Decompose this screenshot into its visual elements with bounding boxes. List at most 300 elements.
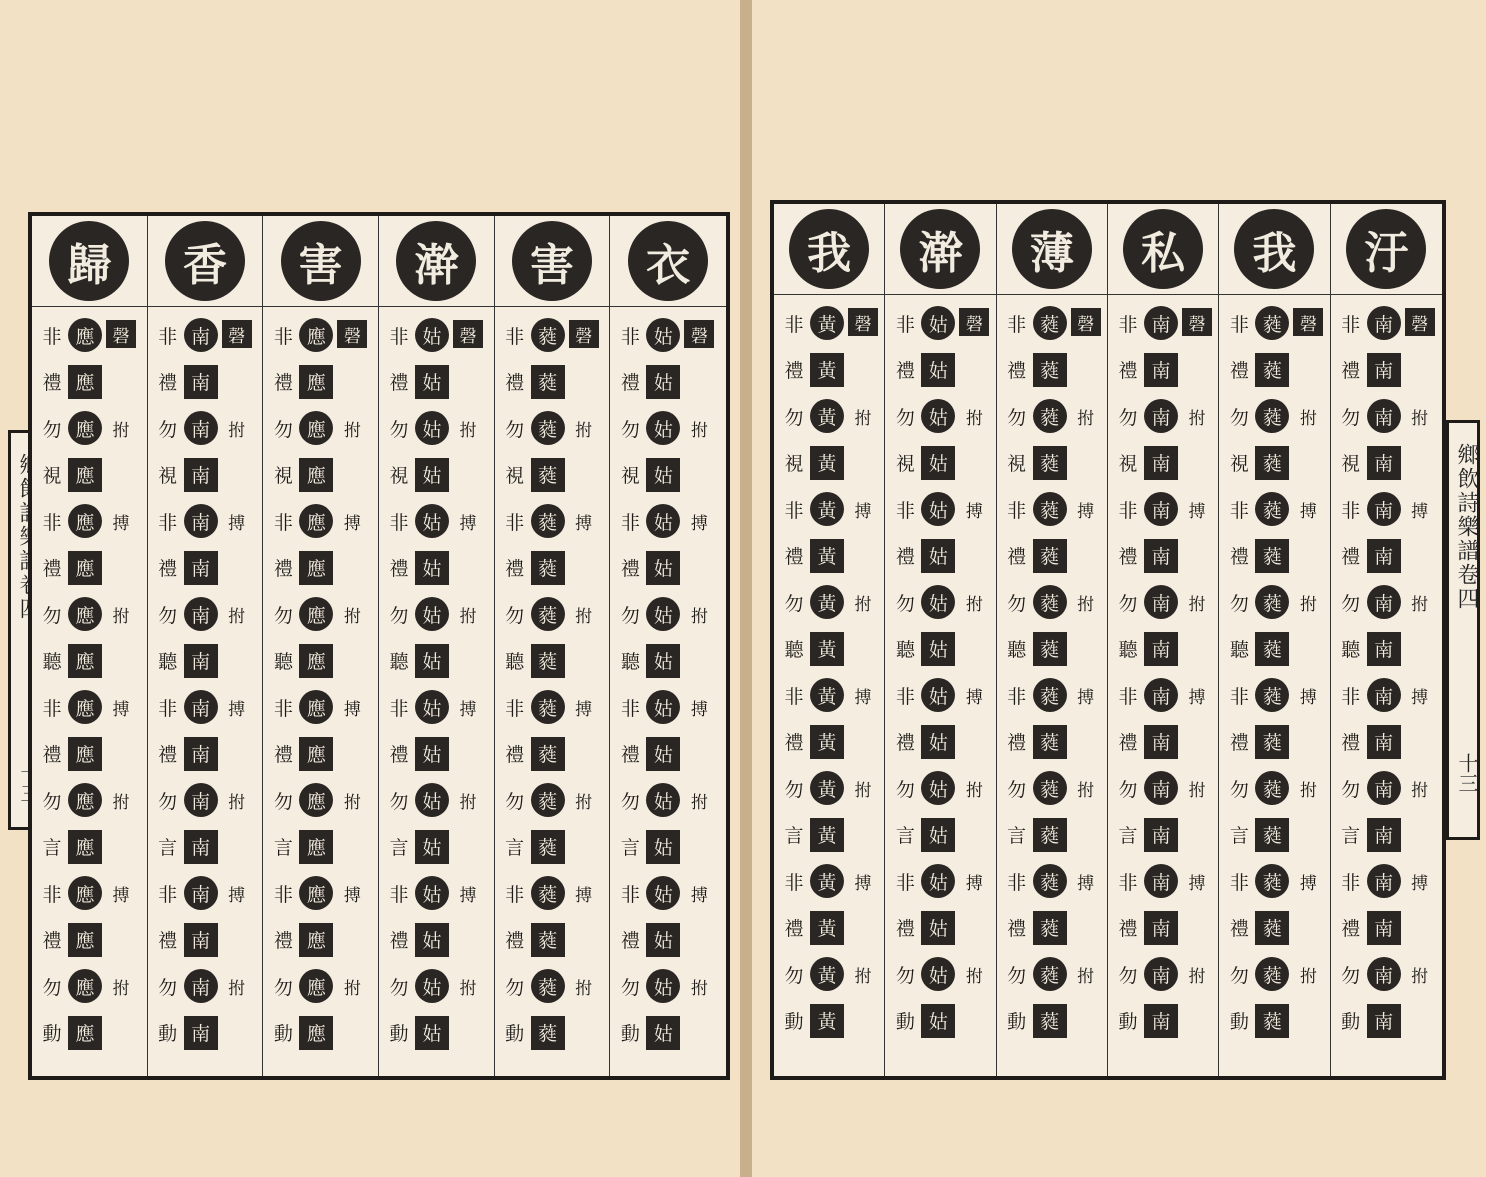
lyric-char: 動 bbox=[1341, 1011, 1361, 1033]
pitch-note: 蕤 bbox=[1033, 1004, 1067, 1038]
lyric-char: 禮 bbox=[1229, 360, 1249, 382]
lyric-char: 禮 bbox=[1229, 546, 1249, 568]
pitch-note: 黃 bbox=[810, 1004, 844, 1038]
lyric-char: 動 bbox=[42, 1023, 62, 1045]
lyric-char: 禮 bbox=[1007, 360, 1027, 382]
score-row bbox=[885, 765, 995, 811]
pitch-note: 黃 bbox=[810, 818, 844, 852]
percussion-mark: 拊 bbox=[1411, 594, 1429, 615]
pitch-note: 應 bbox=[68, 783, 102, 817]
score-row bbox=[885, 719, 995, 765]
lyric-char: 勿 bbox=[895, 964, 915, 987]
pitch-note: 南 bbox=[1144, 1004, 1178, 1038]
pitch-note: 應 bbox=[299, 597, 333, 631]
percussion-mark: 搏 bbox=[228, 513, 246, 534]
lyric-char: 勿 bbox=[1118, 406, 1138, 429]
percussion-mark: 拊 bbox=[1188, 408, 1206, 429]
lyric-char: 動 bbox=[273, 1023, 293, 1045]
pitch-note: 南 bbox=[1367, 725, 1401, 759]
percussion-mark: 搏 bbox=[854, 501, 872, 522]
pitch-note: 黃 bbox=[810, 353, 844, 387]
percussion-mark: 拊 bbox=[112, 606, 130, 627]
head-character-seal: 害 bbox=[512, 221, 592, 301]
lyric-char: 非 bbox=[1118, 685, 1138, 708]
pitch-note: 姑 bbox=[646, 783, 680, 817]
pitch-note: 蕤 bbox=[531, 923, 565, 957]
lyric-char: 動 bbox=[1229, 1011, 1249, 1033]
pitch-note: 蕤 bbox=[1255, 539, 1289, 573]
pitch-note: 應 bbox=[299, 318, 333, 352]
score-row bbox=[263, 731, 378, 777]
pitch-note: 姑 bbox=[921, 1004, 955, 1038]
score-row bbox=[997, 812, 1107, 858]
pitch-note: 應 bbox=[68, 1016, 102, 1050]
pitch-note: 南 bbox=[184, 783, 218, 817]
pitch-note: 蕤 bbox=[531, 551, 565, 585]
lyric-char: 非 bbox=[389, 511, 409, 534]
percussion-mark: 拊 bbox=[854, 594, 872, 615]
score-row bbox=[1219, 858, 1329, 904]
lyric-char: 視 bbox=[895, 453, 915, 475]
percussion-mark: 搏 bbox=[228, 699, 246, 720]
pitch-note: 南 bbox=[1367, 911, 1401, 945]
percussion-mark: 拊 bbox=[1299, 780, 1317, 801]
score-row bbox=[32, 359, 147, 405]
pitch-note: 蕤 bbox=[1255, 678, 1289, 712]
column-cells bbox=[1108, 300, 1218, 1070]
pitch-note: 蕤 bbox=[1255, 306, 1289, 340]
lyric-char: 勿 bbox=[1007, 964, 1027, 987]
score-row bbox=[495, 452, 610, 498]
score-row bbox=[774, 393, 884, 439]
score-row bbox=[32, 591, 147, 637]
score-row bbox=[1108, 533, 1218, 579]
lyric-char: 視 bbox=[158, 465, 178, 487]
lyric-char: 禮 bbox=[273, 372, 293, 394]
column-head bbox=[263, 216, 378, 307]
score-row bbox=[885, 300, 995, 346]
lyric-char: 非 bbox=[1341, 685, 1361, 708]
pitch-note: 黃 bbox=[810, 725, 844, 759]
pitch-note: 姑 bbox=[921, 446, 955, 480]
pitch-note: 南 bbox=[1367, 632, 1401, 666]
score-row bbox=[774, 486, 884, 532]
score-row bbox=[1331, 486, 1442, 532]
pitch-note: 南 bbox=[1144, 864, 1178, 898]
percussion-mark: 拊 bbox=[228, 978, 246, 999]
percussion-mark: 拊 bbox=[112, 792, 130, 813]
pitch-note: 姑 bbox=[415, 458, 449, 492]
score-row bbox=[885, 579, 995, 625]
score-row bbox=[148, 870, 263, 916]
score-row bbox=[1108, 858, 1218, 904]
score-row bbox=[379, 591, 494, 637]
lyric-char: 非 bbox=[389, 325, 409, 348]
score-row bbox=[379, 498, 494, 544]
pitch-note: 黃 bbox=[810, 492, 844, 526]
percussion-mark: 磬 bbox=[959, 308, 989, 336]
score-row bbox=[148, 405, 263, 451]
score-row bbox=[148, 731, 263, 777]
pitch-note: 黃 bbox=[810, 585, 844, 619]
lyric-char: 勿 bbox=[1118, 778, 1138, 801]
score-row bbox=[610, 638, 726, 684]
lyric-char: 非 bbox=[505, 511, 525, 534]
lyric-char: 非 bbox=[1229, 871, 1249, 894]
pitch-note: 蕤 bbox=[531, 597, 565, 631]
score-row bbox=[610, 917, 726, 963]
score-row bbox=[774, 812, 884, 858]
percussion-mark: 搏 bbox=[228, 885, 246, 906]
percussion-mark: 搏 bbox=[343, 699, 361, 720]
pitch-note: 應 bbox=[299, 737, 333, 771]
score-row bbox=[263, 591, 378, 637]
lyric-char: 聽 bbox=[620, 651, 640, 673]
head-character-seal: 歸 bbox=[49, 221, 129, 301]
lyric-char: 勿 bbox=[505, 790, 525, 813]
lyric-char: 視 bbox=[273, 465, 293, 487]
lyric-char: 勿 bbox=[895, 592, 915, 615]
lyric-char: 禮 bbox=[895, 546, 915, 568]
pitch-note: 姑 bbox=[921, 539, 955, 573]
score-row bbox=[885, 626, 995, 672]
column-cells bbox=[148, 312, 263, 1070]
pitch-note: 姑 bbox=[646, 1016, 680, 1050]
percussion-mark: 搏 bbox=[1299, 687, 1317, 708]
lyric-char: 非 bbox=[784, 871, 804, 894]
percussion-mark: 拊 bbox=[965, 408, 983, 429]
percussion-mark: 拊 bbox=[690, 420, 708, 441]
lyric-char: 非 bbox=[273, 883, 293, 906]
head-character-seal: 我 bbox=[1234, 209, 1314, 289]
lyric-char: 非 bbox=[620, 511, 640, 534]
pitch-note: 黃 bbox=[810, 911, 844, 945]
pitch-note: 姑 bbox=[415, 783, 449, 817]
lyric-char: 非 bbox=[389, 697, 409, 720]
lyric-char: 禮 bbox=[1229, 732, 1249, 754]
percussion-mark: 拊 bbox=[575, 606, 593, 627]
percussion-mark: 拊 bbox=[1188, 594, 1206, 615]
pitch-note: 姑 bbox=[415, 411, 449, 445]
score-row bbox=[1108, 579, 1218, 625]
percussion-mark: 拊 bbox=[459, 792, 477, 813]
lyric-char: 聽 bbox=[42, 651, 62, 673]
pitch-note: 蕤 bbox=[1255, 492, 1289, 526]
pitch-note: 南 bbox=[184, 923, 218, 957]
lyric-char: 勿 bbox=[505, 418, 525, 441]
lyric-char: 視 bbox=[1007, 453, 1027, 475]
pitch-note: 蕤 bbox=[1033, 818, 1067, 852]
pitch-note: 應 bbox=[299, 923, 333, 957]
pitch-note: 應 bbox=[68, 411, 102, 445]
lyric-char: 禮 bbox=[620, 930, 640, 952]
score-row bbox=[495, 963, 610, 1009]
pitch-note: 姑 bbox=[415, 923, 449, 957]
score-row bbox=[495, 777, 610, 823]
pitch-note: 南 bbox=[1367, 353, 1401, 387]
score-row bbox=[997, 579, 1107, 625]
lyric-char: 勿 bbox=[784, 964, 804, 987]
percussion-mark: 拊 bbox=[1188, 780, 1206, 801]
pitch-note: 南 bbox=[1367, 864, 1401, 898]
score-row bbox=[610, 870, 726, 916]
pitch-note: 南 bbox=[1367, 771, 1401, 805]
pitch-note: 姑 bbox=[921, 818, 955, 852]
percussion-mark: 拊 bbox=[343, 792, 361, 813]
score-row bbox=[263, 452, 378, 498]
head-character-seal: 香 bbox=[165, 221, 245, 301]
lyric-char: 勿 bbox=[1229, 778, 1249, 801]
pitch-note: 應 bbox=[299, 1016, 333, 1050]
pitch-note: 姑 bbox=[921, 864, 955, 898]
lyric-char: 非 bbox=[273, 325, 293, 348]
pitch-note: 應 bbox=[299, 458, 333, 492]
pitch-note: 姑 bbox=[646, 597, 680, 631]
head-character-seal: 汙 bbox=[1346, 209, 1426, 289]
score-row bbox=[774, 347, 884, 393]
score-row bbox=[1219, 998, 1329, 1044]
column-head bbox=[997, 204, 1107, 295]
pitch-note: 應 bbox=[68, 876, 102, 910]
percussion-mark: 搏 bbox=[112, 885, 130, 906]
pitch-note: 南 bbox=[184, 365, 218, 399]
head-character-seal: 薄 bbox=[1012, 209, 1092, 289]
pitch-note: 蕤 bbox=[1033, 911, 1067, 945]
score-row bbox=[148, 1010, 263, 1056]
pitch-note: 南 bbox=[1144, 585, 1178, 619]
lyric-char: 言 bbox=[1118, 825, 1138, 847]
lyric-char: 勿 bbox=[620, 604, 640, 627]
percussion-mark: 拊 bbox=[1077, 780, 1095, 801]
lyric-char: 禮 bbox=[42, 930, 62, 952]
score-row bbox=[379, 917, 494, 963]
score-row bbox=[32, 684, 147, 730]
column-head bbox=[379, 216, 494, 307]
pitch-note: 姑 bbox=[921, 957, 955, 991]
score-row bbox=[379, 638, 494, 684]
lyric-char: 禮 bbox=[505, 744, 525, 766]
lyric-char: 動 bbox=[1118, 1011, 1138, 1033]
score-row bbox=[32, 545, 147, 591]
score-row bbox=[1108, 765, 1218, 811]
score-row bbox=[997, 347, 1107, 393]
lyric-char: 非 bbox=[273, 511, 293, 534]
score-row bbox=[997, 858, 1107, 904]
score-row bbox=[379, 545, 494, 591]
score-row bbox=[32, 824, 147, 870]
score-row bbox=[379, 684, 494, 730]
pitch-note: 姑 bbox=[415, 365, 449, 399]
lyric-char: 非 bbox=[1229, 499, 1249, 522]
pitch-note: 姑 bbox=[921, 306, 955, 340]
column-head bbox=[1219, 204, 1329, 295]
pitch-note: 南 bbox=[1144, 399, 1178, 433]
score-row bbox=[495, 824, 610, 870]
lyric-char: 勿 bbox=[784, 592, 804, 615]
pitch-note: 蕤 bbox=[1255, 446, 1289, 480]
lyric-char: 視 bbox=[784, 453, 804, 475]
score-row bbox=[263, 312, 378, 358]
column-cells bbox=[774, 300, 884, 1070]
score-row bbox=[148, 591, 263, 637]
lyric-char: 勿 bbox=[784, 778, 804, 801]
score-row bbox=[1331, 393, 1442, 439]
pitch-note: 蕤 bbox=[1255, 771, 1289, 805]
score-row bbox=[263, 824, 378, 870]
pitch-note: 南 bbox=[184, 737, 218, 771]
percussion-mark: 拊 bbox=[1411, 408, 1429, 429]
score-row bbox=[774, 858, 884, 904]
pitch-note: 蕤 bbox=[1255, 632, 1289, 666]
score-row bbox=[1219, 486, 1329, 532]
percussion-mark: 磬 bbox=[848, 308, 878, 336]
pitch-note: 黃 bbox=[810, 399, 844, 433]
percussion-mark: 搏 bbox=[690, 513, 708, 534]
lyric-char: 聽 bbox=[1229, 639, 1249, 661]
lyric-char: 禮 bbox=[1118, 360, 1138, 382]
pitch-note: 姑 bbox=[921, 725, 955, 759]
pitch-note: 姑 bbox=[921, 399, 955, 433]
lyric-char: 非 bbox=[1007, 313, 1027, 336]
pitch-note: 應 bbox=[68, 458, 102, 492]
pitch-note: 蕤 bbox=[1033, 306, 1067, 340]
pitch-note: 黃 bbox=[810, 864, 844, 898]
pitch-note: 黃 bbox=[810, 446, 844, 480]
lyric-char: 非 bbox=[273, 697, 293, 720]
pitch-note: 南 bbox=[1367, 492, 1401, 526]
score-row bbox=[32, 452, 147, 498]
lyric-char: 禮 bbox=[505, 372, 525, 394]
score-row bbox=[610, 777, 726, 823]
percussion-mark: 拊 bbox=[1077, 966, 1095, 987]
lyric-char: 禮 bbox=[158, 744, 178, 766]
pitch-note: 南 bbox=[184, 551, 218, 585]
score-row bbox=[1108, 905, 1218, 951]
lyric-char: 勿 bbox=[158, 418, 178, 441]
score-row bbox=[885, 858, 995, 904]
lyric-char: 禮 bbox=[895, 918, 915, 940]
pitch-note: 姑 bbox=[921, 632, 955, 666]
pitch-note: 蕤 bbox=[1255, 864, 1289, 898]
lyric-char: 非 bbox=[1229, 313, 1249, 336]
lyric-char: 勿 bbox=[273, 790, 293, 813]
pitch-note: 姑 bbox=[415, 737, 449, 771]
score-row bbox=[997, 765, 1107, 811]
lyric-char: 禮 bbox=[273, 558, 293, 580]
score-row bbox=[885, 812, 995, 858]
lyric-char: 勿 bbox=[1007, 406, 1027, 429]
score-row bbox=[1331, 858, 1442, 904]
percussion-mark: 搏 bbox=[1188, 501, 1206, 522]
pitch-note: 應 bbox=[299, 690, 333, 724]
pitch-note: 蕤 bbox=[531, 737, 565, 771]
percussion-mark: 拊 bbox=[112, 978, 130, 999]
right-score-frame bbox=[770, 200, 1446, 1080]
pitch-note: 南 bbox=[184, 969, 218, 1003]
score-row bbox=[610, 1010, 726, 1056]
pitch-note: 黃 bbox=[810, 678, 844, 712]
pitch-note: 應 bbox=[299, 969, 333, 1003]
lyric-char: 禮 bbox=[1118, 918, 1138, 940]
percussion-mark: 拊 bbox=[575, 792, 593, 813]
pitch-note: 姑 bbox=[646, 690, 680, 724]
pitch-note: 蕤 bbox=[531, 318, 565, 352]
pitch-note: 蕤 bbox=[1255, 1004, 1289, 1038]
score-row bbox=[495, 359, 610, 405]
lyric-char: 非 bbox=[158, 511, 178, 534]
pitch-note: 蕤 bbox=[531, 783, 565, 817]
lyric-char: 禮 bbox=[784, 732, 804, 754]
lyric-char: 勿 bbox=[273, 604, 293, 627]
score-row bbox=[1219, 347, 1329, 393]
score-row bbox=[148, 312, 263, 358]
pitch-note: 姑 bbox=[646, 318, 680, 352]
lyric-char: 非 bbox=[1229, 685, 1249, 708]
percussion-mark: 拊 bbox=[1077, 594, 1095, 615]
score-row bbox=[379, 731, 494, 777]
score-row bbox=[1219, 626, 1329, 672]
score-row bbox=[885, 998, 995, 1044]
score-row bbox=[148, 917, 263, 963]
score-row bbox=[379, 777, 494, 823]
pitch-note: 黃 bbox=[810, 306, 844, 340]
lyric-char: 禮 bbox=[620, 558, 640, 580]
score-row bbox=[885, 672, 995, 718]
right-score-column bbox=[997, 204, 1108, 1076]
pitch-note: 蕤 bbox=[531, 411, 565, 445]
percussion-mark: 拊 bbox=[690, 792, 708, 813]
percussion-mark: 搏 bbox=[459, 885, 477, 906]
pitch-note: 南 bbox=[1367, 306, 1401, 340]
left-score-frame bbox=[28, 212, 730, 1080]
pitch-note: 姑 bbox=[921, 911, 955, 945]
lyric-char: 禮 bbox=[620, 744, 640, 766]
pitch-note: 應 bbox=[299, 551, 333, 585]
score-row bbox=[610, 963, 726, 1009]
percussion-mark: 搏 bbox=[1299, 873, 1317, 894]
pitch-note: 應 bbox=[68, 969, 102, 1003]
score-row bbox=[379, 963, 494, 1009]
head-character-seal: 私 bbox=[1123, 209, 1203, 289]
percussion-mark: 搏 bbox=[575, 885, 593, 906]
percussion-mark: 拊 bbox=[459, 606, 477, 627]
percussion-mark: 拊 bbox=[228, 792, 246, 813]
score-row bbox=[32, 1010, 147, 1056]
lyric-char: 勿 bbox=[895, 778, 915, 801]
score-row bbox=[774, 300, 884, 346]
pitch-note: 姑 bbox=[646, 737, 680, 771]
lyric-char: 非 bbox=[158, 883, 178, 906]
lyric-char: 言 bbox=[1341, 825, 1361, 847]
pitch-note: 姑 bbox=[415, 876, 449, 910]
score-row bbox=[1108, 626, 1218, 672]
score-row bbox=[997, 486, 1107, 532]
pitch-note: 姑 bbox=[646, 411, 680, 445]
lyric-char: 勿 bbox=[42, 790, 62, 813]
pitch-note: 南 bbox=[1144, 957, 1178, 991]
percussion-mark: 拊 bbox=[854, 966, 872, 987]
pitch-note: 應 bbox=[68, 365, 102, 399]
lyric-char: 視 bbox=[1118, 453, 1138, 475]
score-row bbox=[495, 870, 610, 916]
pitch-note: 蕤 bbox=[1033, 585, 1067, 619]
lyric-char: 禮 bbox=[389, 930, 409, 952]
score-row bbox=[32, 312, 147, 358]
percussion-mark: 拊 bbox=[1299, 594, 1317, 615]
lyric-char: 聽 bbox=[505, 651, 525, 673]
pitch-note: 蕤 bbox=[1033, 678, 1067, 712]
right-score-column bbox=[774, 204, 885, 1076]
